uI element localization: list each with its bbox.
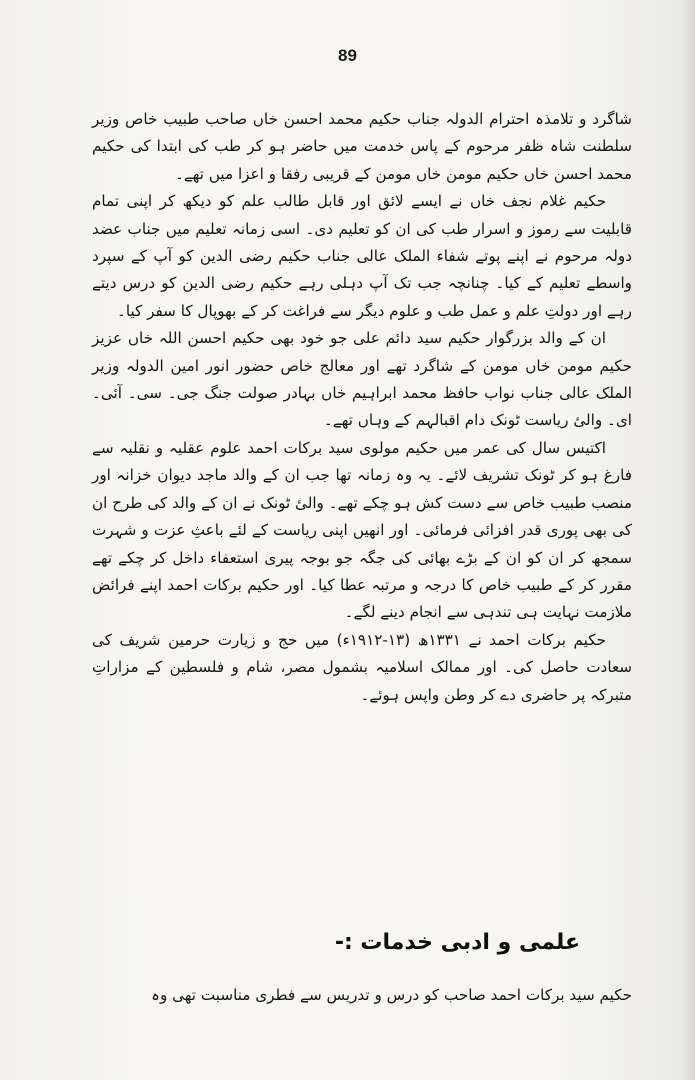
page-number: 89 xyxy=(338,46,357,65)
paragraph-5: حکیم برکات احمد نے ۱۳۳۱ھ (۱۳-۱۹۱۲ء) میں حج و زیارت حرمین شریف کی سعادت حاصل کی۔ اور ممالک اسلامیہ بشمول مصر، شام و فلسطین کے مزاراتِ متبرکہ پر حاضری دے کر وطن واپس ہوئے۔ xyxy=(92,630,632,704)
paragraph-3: ان کے والد بزرگوار حکیم سید دائم علی جو خود بھی حکیم احسن اللہ خاں عزیز حکیم مومن خاں مومن کے شاگرد تھے اور معالج خاص حضور انور امین الدولہ وزیر الملک عالی جناب نواب حافظ محمد ابراہیم خاں بہادر صولت جنگ جی۔ سی۔ آئی۔ ای۔ والیٔ ریاست ٹونک دام اقبالہم کے وہاں تھے۔ xyxy=(92,329,632,430)
paragraph-4: اکتیس سال کی عمر میں حکیم مولوی سید برکات احمد علوم عقلیہ و نقلیہ سے فارغ ہو کر ٹونک تشریف لائے۔ یہ وہ زمانہ تھا جب ان کے والد ماجد دیوان خزانہ اور منصب طبیب خاص سے دست کش ہو چکے تھے۔ والیٔ ٹونک نے ان کے والد کی طرح ان کی بھی پوری قدر افزائی فرمائی۔ اور انھیں اپنی ریاست کے لئے باعثِ عزت و شہرت سمجھ کر ان کو ان کے بڑے بھائی کی جگہ جو بوجہ پیری استعفاء داخل کر چکے تھے مقرر کر کے طبیب خاص کا درجہ و مرتبہ عطا کیا۔ اور حکیم برکات احمد اپنے فرائض ملازمت نہایت ہی تندہی سے انجام دینے لگے۔ xyxy=(92,438,632,622)
section-first-line: حکیم سید برکات احمد صاحب کو درس و تدریس سے فطری مناسبت تھی وہ xyxy=(151,986,632,1004)
section-heading: علمی و ادبی خدمات :- xyxy=(334,930,580,955)
paragraph-1: شاگرد و تلامذہ احترام الدولہ جناب حکیم محمد احسن خاں صاحب طبیب خاص وزیر سلطنت شاہ ظفر مرحوم کے پاس خدمت میں حاضر ہو کر طب کی ابتدا کی حکیم محمد احسن خاں حکیم مومن خاں مومن کے قریبی رفقا و اعزا میں تھے۔ xyxy=(92,110,632,183)
body-text xyxy=(92,106,632,709)
paragraph-2: حکیم غلام نجف خاں نے ایسے لائق اور قابل طالب علم کو دیکھ کر اپنی تمام قابلیت سے رموز و اسرار طب کی ان کو تعلیم دی۔ اسی زمانہ تعلیم میں جناب عضد دولہ مرحوم نے اپنے پوتے شفاء الملک عالی جناب حکیم رضی الدین کو آپ کے سپرد واسطے تعلیم کے کیا۔ چنانچہ جب تک آپ دہلی رہے حکیم رضی الدین کو درس دیتے رہے اور دولتِ علم و عمل طب و علوم دیگر سے فراغت کر کے بھوپال کا سفر کیا۔ xyxy=(92,192,632,320)
page-edge-shadow xyxy=(681,0,695,1080)
